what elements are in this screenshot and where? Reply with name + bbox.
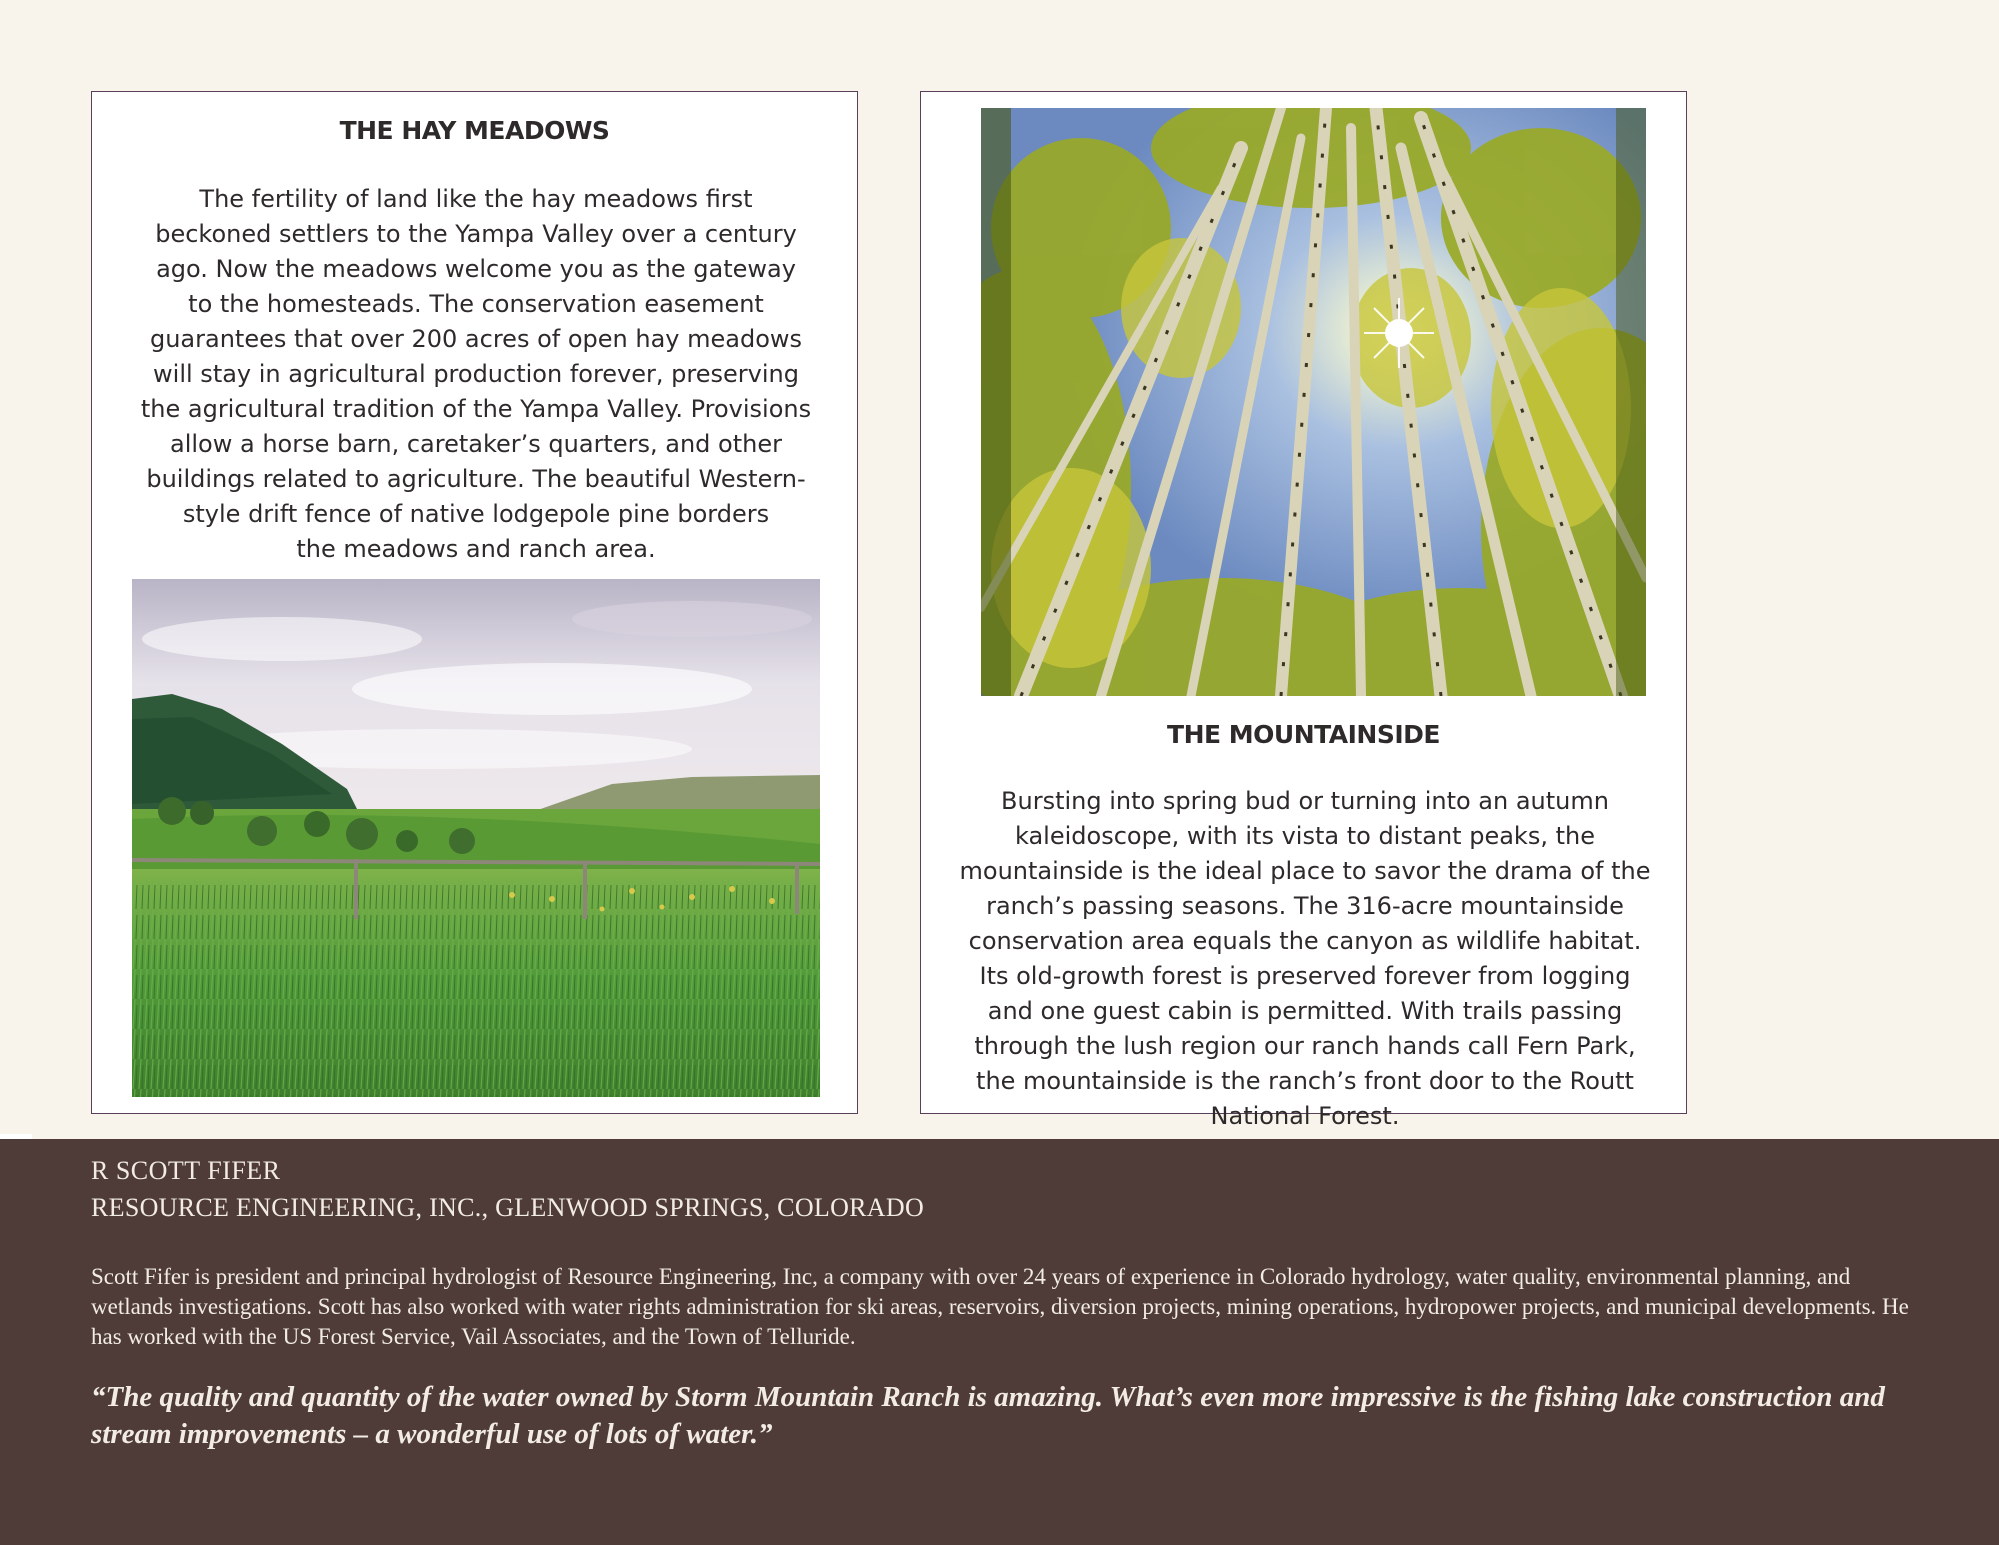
- text-line: ranch’s passing seasons. The 316-acre mountainside: [986, 892, 1624, 920]
- text-line: The fertility of land like the hay meadows first: [199, 185, 753, 213]
- text-line: mountainside is the ideal place to savor the drama of the: [959, 857, 1651, 885]
- testimonial-quote: “The quality and quantity of the water owned by Storm Mountain Ranch is amazing. What’s even more impressive is the fishing lake construction and stream improvements – a wonderful use of lots of water.”: [91, 1381, 1885, 1450]
- text-line: kaleidoscope, with its vista to distant peaks, the: [1015, 822, 1595, 850]
- text-line: style drift fence of native lodgepole pine borders: [182, 500, 770, 528]
- testimonial-footer: [0, 1139, 1999, 1545]
- text-line: conservation area equals the canyon as wildlife habitat.: [968, 927, 1642, 955]
- text-line: guarantees that over 200 acres of open hay meadows: [149, 325, 803, 353]
- hay-meadow-photo: [132, 579, 820, 1097]
- text-line: allow a horse barn, caretaker’s quarters, and other: [170, 430, 782, 458]
- text-line: Its old-growth forest is preserved forever from logging: [979, 962, 1631, 990]
- testimonial-name: R SCOTT FIFER: [91, 1156, 281, 1185]
- text-line: through the lush region our ranch hands call Fern Park,: [974, 1032, 1636, 1060]
- text-line: will stay in agricultural production forever, preserving: [153, 360, 799, 388]
- text-line: the agricultural tradition of the Yampa Valley. Provisions: [140, 395, 812, 423]
- text-line: to the homesteads. The conservation easement: [188, 290, 764, 318]
- text-line: Bursting into spring bud or turning into an autumn: [1001, 787, 1609, 815]
- text-line: and one guest cabin is permitted. With trails passing: [987, 997, 1623, 1025]
- meadow-landscape-image: [132, 579, 820, 1097]
- text-line: National Forest.: [1210, 1102, 1400, 1130]
- testimonial-bio: Scott Fifer is president and principal hydrologist of Resource Engineering, Inc, a company with over 24 years of experience in Colorado hydrology, water quality, environmental planning, and wetlands investigations. Scott has also worked with water rights administration for ski areas, reservoirs, diversion projects, mining operations, hydropower projects, and municipal developments. He has worked with the US Forest Service, Vail Associates, and the Town of Telluride.: [91, 1264, 1909, 1349]
- aspen-trees-image: [981, 108, 1646, 696]
- text-line: ago. Now the meadows welcome you as the gateway: [156, 255, 796, 283]
- mountainside-panel: [920, 91, 1687, 1130]
- aspen-forest-photo: [981, 108, 1646, 696]
- hay-meadows-panel: [91, 91, 858, 1114]
- text-line: beckoned settlers to the Yampa Valley over a century: [155, 220, 797, 248]
- text-line: the mountainside is the ranch’s front door to the Routt: [976, 1067, 1634, 1095]
- hay-meadows-heading: THE HAY MEADOWS: [339, 116, 610, 145]
- testimonial-company: RESOURCE ENGINEERING, INC., GLENWOOD SPRINGS, COLORADO: [91, 1193, 925, 1222]
- text-line: buildings related to agriculture. The beautiful Western-: [146, 465, 806, 493]
- hay-meadows-text: [136, 182, 816, 567]
- mountainside-text: [949, 784, 1661, 1134]
- mountainside-heading: THE MOUNTAINSIDE: [1167, 720, 1440, 749]
- text-line: the meadows and ranch area.: [296, 535, 656, 563]
